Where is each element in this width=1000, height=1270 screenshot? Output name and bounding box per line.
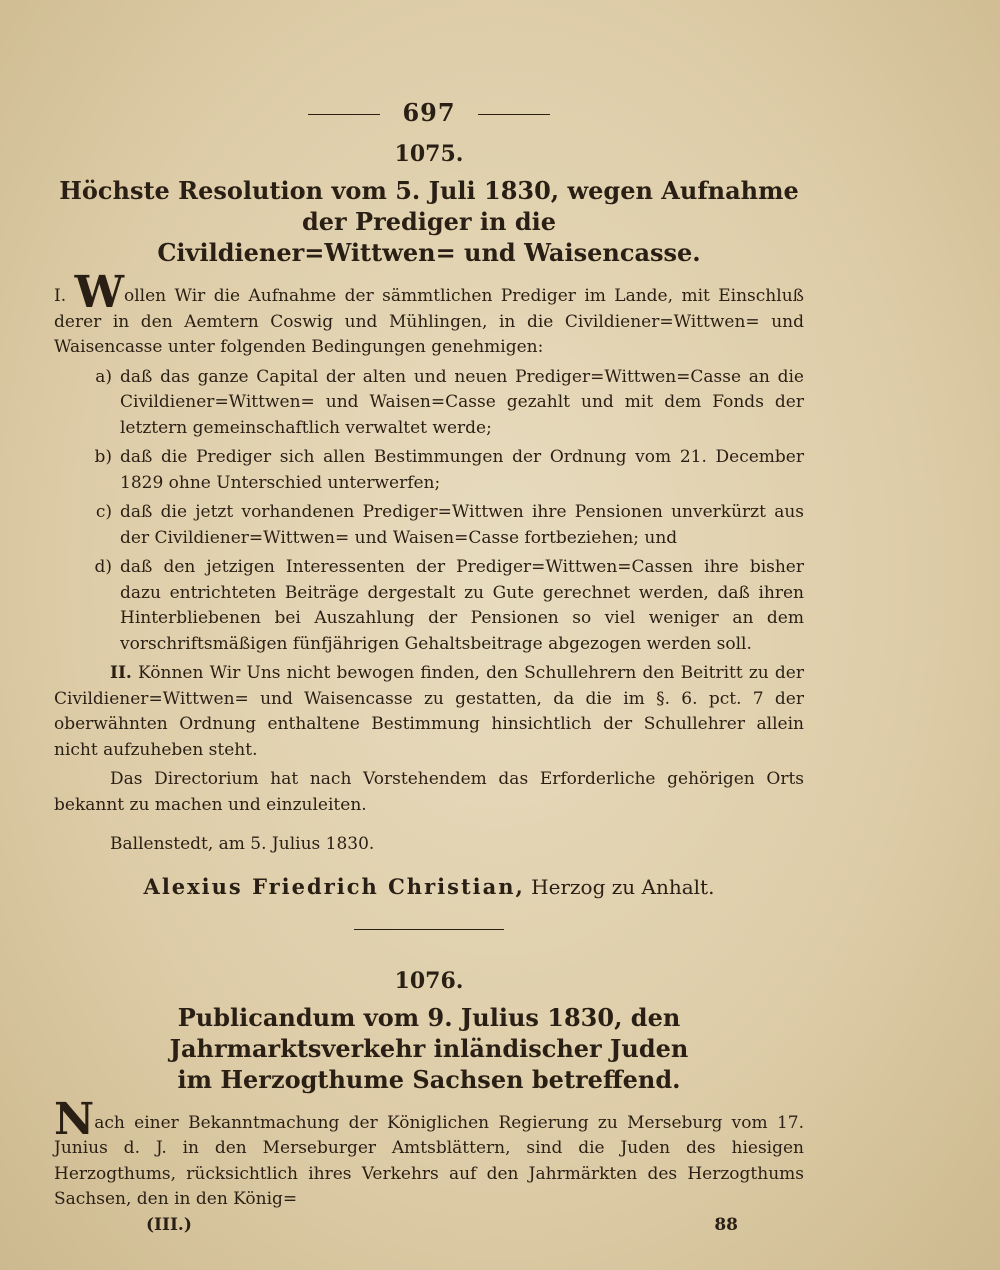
header-rule-right <box>478 114 550 115</box>
part-two-paragraph <box>54 661 804 763</box>
closing-paragraph: Das Directorium hat nach Vorstehendem das Erforderliche gehörigen Orts bekannt zu machen und einzuleiten. <box>54 769 804 815</box>
section-title-line-1: Höchste Resolution vom 5. Juli 1830, wegen Aufnahme der Prediger in die <box>59 176 799 236</box>
signature-name: Alexius Friedrich Christian, <box>143 873 525 899</box>
sheet-number: 88 <box>714 1214 738 1235</box>
list-item-text: daß das ganze Capital der alten und neuen Prediger=Wittwen=Casse an die Civildiener=Wittwen= und Waisen=Casse gezahlt und mit dem Fonds der letztern gemeinschaftlich verwaltet werde; <box>120 366 804 438</box>
section-title-line-2: im Herzogthume Sachsen betreffend. <box>177 1064 681 1094</box>
conditions-list <box>54 365 804 658</box>
page-footer <box>54 1215 804 1235</box>
list-item-label: a) <box>95 366 112 387</box>
list-item-text: daß den jetzigen Interessenten der Prediger=Wittwen=Cassen ihre bisher dazu entrichteten Beiträge dergestalt zu Gute gerechnet werden, daß ihren Hinterbliebenen bei Auszahlung der Pensionen so viel weniger an dem vorschriftsmäßigen fünfjährigen Gehaltsbeitrage abgezogen werden soll. <box>120 557 804 654</box>
intro-paragraph-1076 <box>54 1093 804 1213</box>
list-item-label: b) <box>94 447 112 467</box>
list-item-label: c) <box>95 502 112 522</box>
intro-paragraph-1075 <box>54 267 804 361</box>
page-content <box>54 98 804 1235</box>
section-separator <box>354 929 504 930</box>
initial-letter: N <box>54 1093 95 1145</box>
signature <box>54 874 804 899</box>
page-header <box>54 98 804 127</box>
part-label-1: I. <box>54 286 67 306</box>
part-label-2: II. <box>110 663 132 683</box>
place-date: Ballenstedt, am 5. Julius 1830. <box>110 834 375 854</box>
section-number-1076: 1076. <box>394 967 464 994</box>
section-title-line-1: Publicandum vom 9. Julius 1830, den Jahrmarktsverkehr inländischer Juden <box>169 1002 689 1063</box>
list-item <box>54 365 804 442</box>
page-number: 697 <box>402 98 456 127</box>
list-item <box>54 555 804 657</box>
list-item-label: d) <box>94 557 112 577</box>
list-item <box>54 445 804 496</box>
signature-title: Herzog zu Anhalt. <box>531 874 715 899</box>
list-item-text: daß die jetzt vorhandenen Prediger=Wittwen ihre Pensionen unverkürzt aus der Civildiener=Wittwen= und Waisen=Casse fortbeziehen; und <box>120 502 804 548</box>
initial-letter: W <box>74 267 124 318</box>
list-item <box>54 500 804 551</box>
section-title-1075 <box>54 175 804 268</box>
intro-text: ach einer Bekanntmachung der Königlichen Regierung zu Merseburg vom 17. Junius d. J. in den Merseburger Amtsblättern, sind die Juden des hiesigen Herzogthums, rücksichtlich ihres Verkehrs auf den Jahrmärkten des Herzogthums Sachsen, den in den König= <box>54 1112 804 1209</box>
header-rule-left <box>308 114 380 115</box>
intro-text: ollen Wir die Aufnahme der sämmtlichen Prediger im Lande, mit Einschluß derer in den Aemtern Coswig und Mühlingen, in die Civildiener=Wittwen= und Waisencasse unter folgenden Bedingungen genehmigen: <box>54 286 804 357</box>
section-number-1075: 1075. <box>394 141 464 167</box>
part-two-text: Können Wir Uns nicht bewogen finden, den Schullehrern den Beitritt zu der Civildiener=Wittwen= und Waisencasse zu gestatten, da die im §. 6. pct. 7 der oberwähnten Ordnung enthaltene Bestimmung hinsichtlich der Schullehrer allein nicht aufzuheben steht. <box>54 663 804 760</box>
list-item-text: daß die Prediger sich allen Bestimmungen der Ordnung vom 21. December 1829 ohne Unterschied unterwerfen; <box>120 447 804 493</box>
signature-mark: (III.) <box>146 1214 192 1235</box>
section-title-1076 <box>54 1002 804 1095</box>
section-title-line-2: Civildiener=Wittwen= und Waisencasse. <box>157 238 701 267</box>
